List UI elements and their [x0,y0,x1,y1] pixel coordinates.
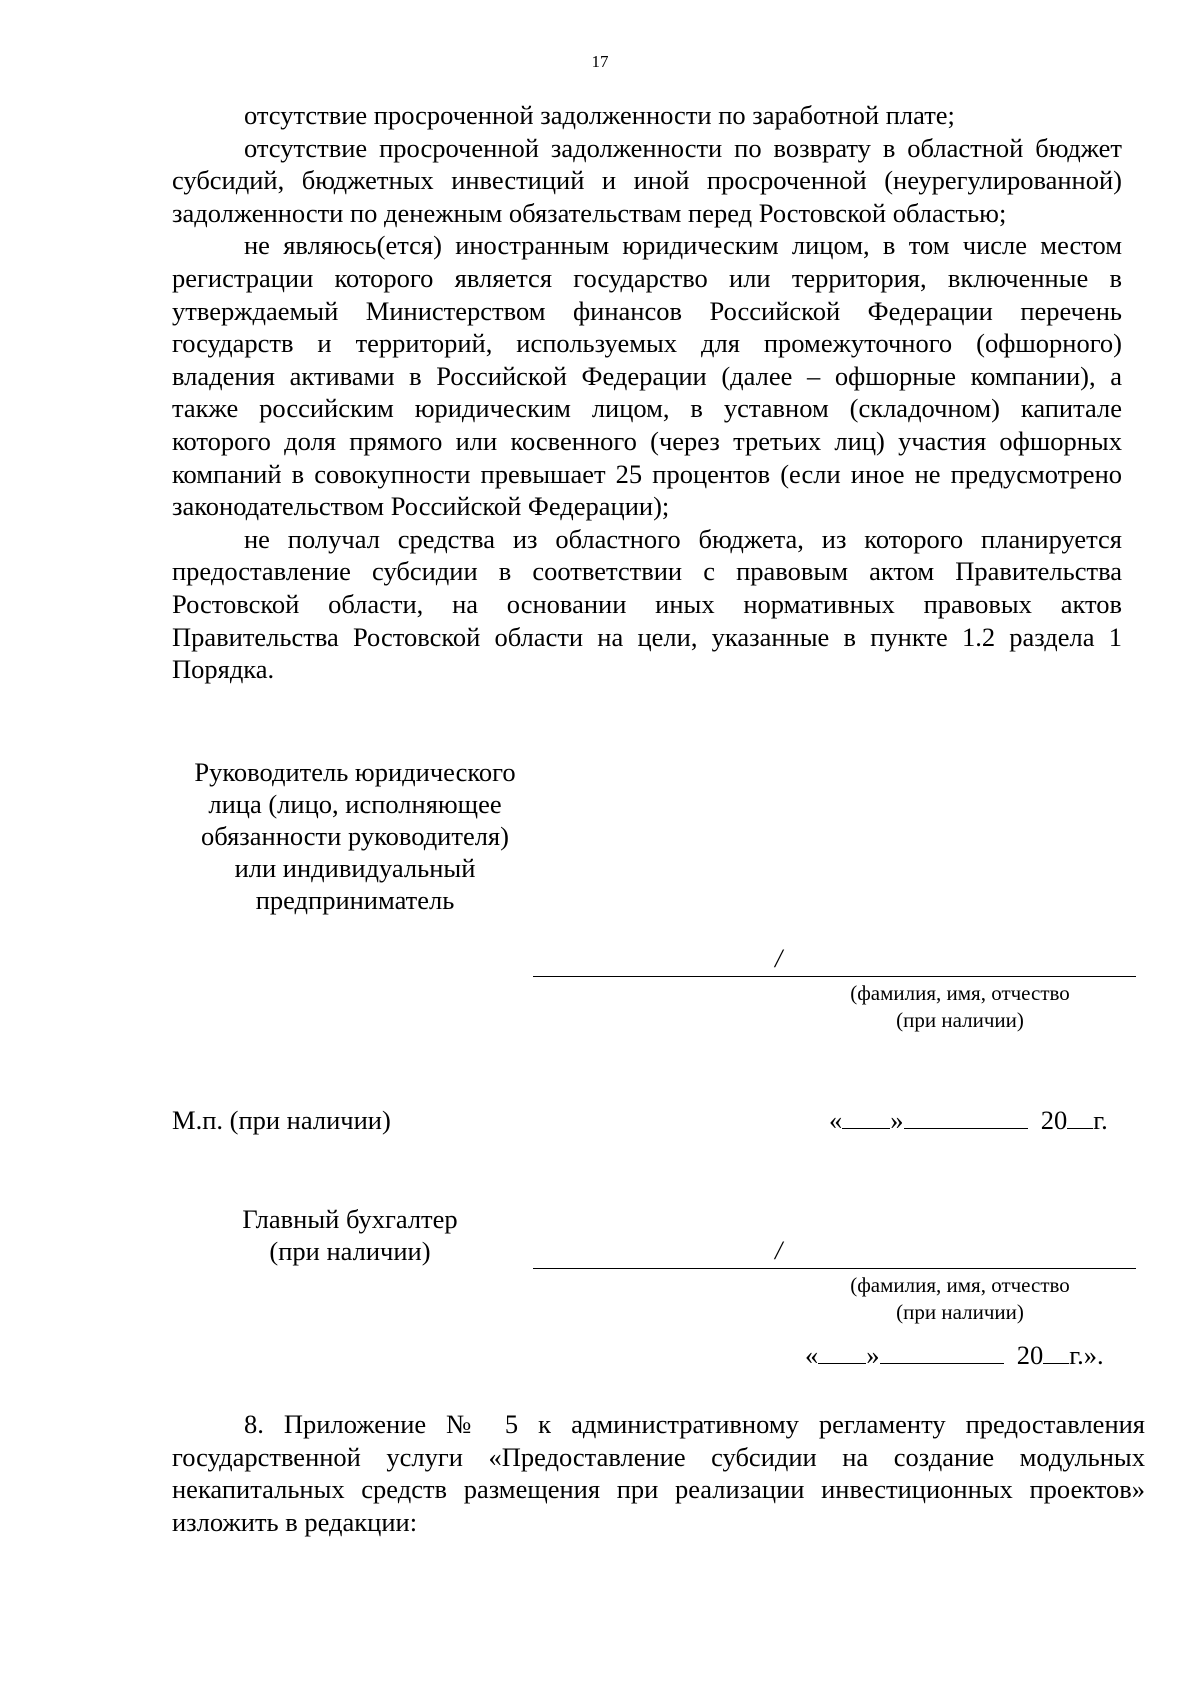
caption-line: (при наличии) [896,1300,1024,1324]
label-line: предприниматель [255,885,455,915]
accountant-signature-caption [810,1272,1110,1326]
paragraph: отсутствие просроченной задолженности по заработной плате; [244,100,955,130]
caption-line: (при наличии) [896,1008,1024,1032]
paragraph: отсутствие просроченной задолженности по возврату в областной бюджет субсидий, бюджетных инвестиций и иной просроченной (неурегулированной) задолженности по денежным обязательствам перед Ростовской областью; [172,132,1122,228]
head-signature-caption [810,980,1110,1034]
signature-slash: / [775,944,783,973]
accountant-signature-label [200,1203,500,1267]
year-blank [1043,1341,1069,1364]
year-prefix: 20 [1016,1340,1044,1370]
final-date [805,1340,1104,1371]
label-line: Главный бухгалтер [242,1204,458,1234]
date-open-quote: « [829,1105,843,1135]
label-line: лица (лицо, исполняющее [208,789,502,819]
page-number: 17 [591,52,609,71]
year-suffix: г.». [1069,1340,1104,1370]
label-line: или индивидуальный [234,853,476,883]
date-open-quote: « [805,1340,819,1370]
day-blank [842,1106,890,1129]
caption-line: (фамилия, имя, отчество [850,981,1070,1005]
caption-line: (фамилия, имя, отчество [850,1273,1070,1297]
date-close-quote: » [866,1340,880,1370]
day-blank [818,1341,866,1364]
year-blank [1067,1106,1093,1129]
label-line: Руководитель юридического [194,757,516,787]
label-line: обязанности руководителя) [201,821,509,851]
body-text [172,99,1122,686]
month-blank [880,1341,1004,1364]
paragraph: 8. Приложение № 5 к административному регламенту предоставления государственной услуги «Предоставление субсидии на создание модульных некапитальных средств размещения при реализации инвестиционных проектов» изложить в редакции: [172,1409,1145,1537]
stamp-label: М.п. (при наличии) [172,1105,391,1135]
stamp-date [829,1105,1108,1136]
head-signature-label [160,756,550,916]
footer-text [172,1408,1145,1538]
year-suffix: г. [1093,1105,1108,1135]
signature-slash: / [775,1236,783,1265]
head-signature-line [533,976,1136,977]
accountant-signature-line [533,1268,1136,1269]
month-blank [904,1106,1028,1129]
date-close-quote: » [890,1105,904,1135]
paragraph: не получал средства из областного бюджета, из которого планируется предоставление субсидии в соответствии с правовым актом Правительства Ростовской области, на основании иных нормативных правовых актов Правительства Ростовской области на цели, указанные в пункте 1.2 раздела 1 Порядка. [172,523,1122,685]
year-prefix: 20 [1040,1105,1068,1135]
paragraph: не являюсь(ется) иностранным юридическим лицом, в том числе местом регистрации которого является государство или территория, включенные в утверждаемый Министерством финансов Российской Федерации перечень государств и территорий, используемых для промежуточного (офшорного) владения активами в Российской Федерации (далее – офшорные компании), а также российским юридическим лицом, в уставном (складочном) капитале которого доля прямого или косвенного (через третьих лиц) участия офшорных компаний в совокупности превышает 25 процентов (если иное не предусмотрено законодательством Российской Федерации); [172,230,1122,522]
label-line: (при наличии) [269,1236,431,1266]
